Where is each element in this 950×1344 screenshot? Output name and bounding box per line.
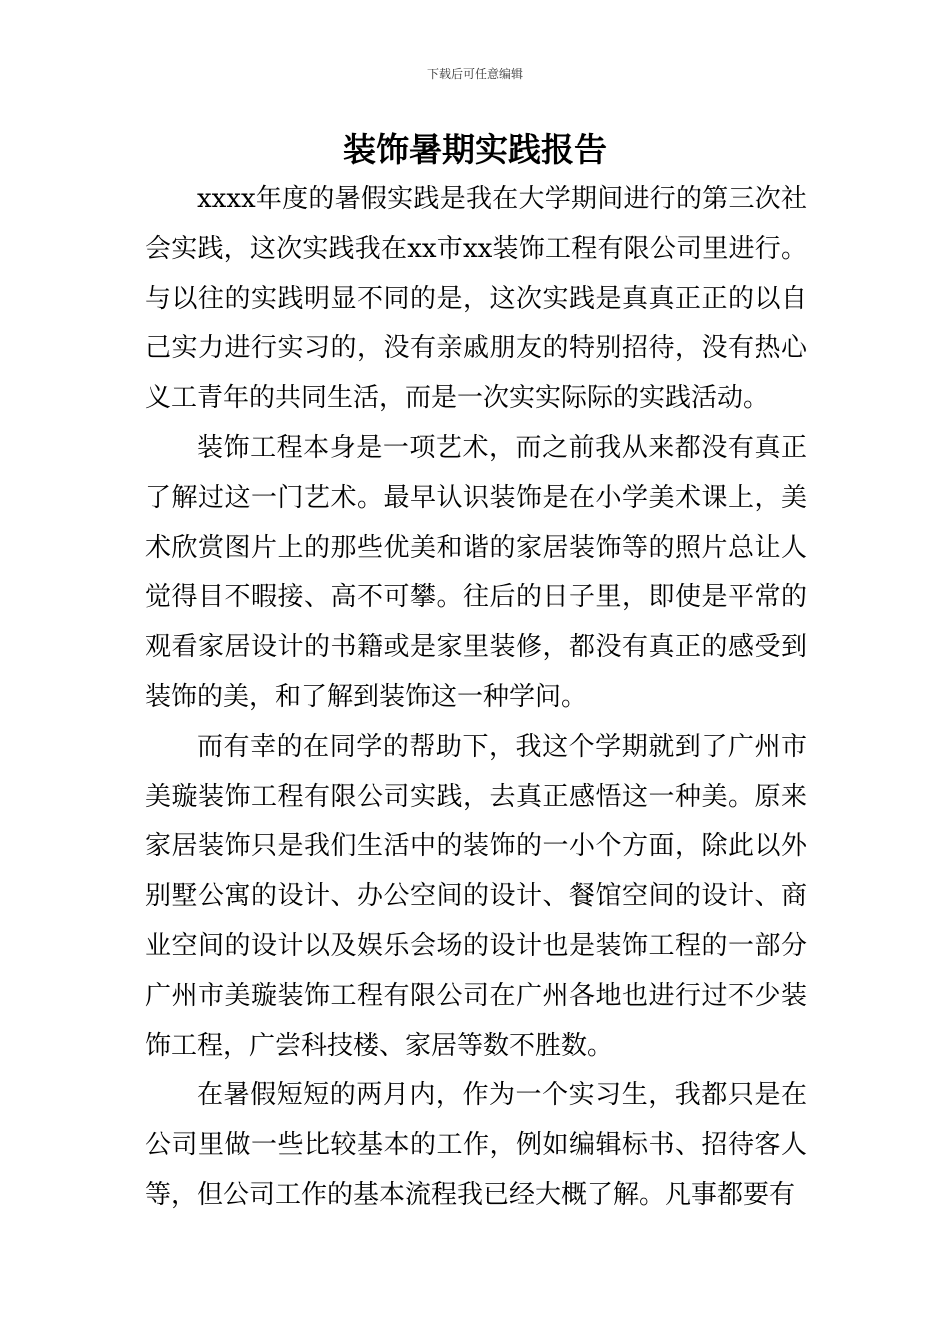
paragraph-1: xxxx年度的暑假实践是我在大学期间进行的第三次社会实践，这次实践我在xx市xx装饰工程有限公司里进行。与以往的实践明显不同的是，这次实践是真真正正的以自己实力进行实习的，没有亲戚朋友的特别招待，没有热心义工青年的共同生活，而是一次实实际际的实践活动。 xyxy=(145,184,807,414)
document-body xyxy=(145,175,807,1221)
document-title: 装饰暑期实践报告 xyxy=(343,130,607,169)
header-note: 下载后可任意编辑 xyxy=(426,67,523,81)
paragraph-2: 装饰工程本身是一项艺术，而之前我从来都没有真正了解过这一门艺术。最早认识装饰是在小学美术课上，美术欣赏图片上的那些优美和谐的家居装饰等的照片总让人觉得目不暇接、高不可攀。往后的日子里，即使是平常的观看家居设计的书籍或是家里装修，都没有真正的感受到装饰的美，和了解到装饰这一种学问。 xyxy=(145,432,807,712)
paragraph-4: 在暑假短短的两月内，作为一个实习生，我都只是在公司里做一些比较基本的工作，例如编辑标书、招待客人等，但公司工作的基本流程我已经大概了解。凡事都要有 xyxy=(145,1080,807,1210)
paragraph-3: 而有幸的在同学的帮助下，我这个学期就到了广州市美璇装饰工程有限公司实践，去真正感悟这一种美。原来家居装饰只是我们生活中的装饰的一小个方面，除此以外别墅公寓的设计、办公空间的设计、餐馆空间的设计、商业空间的设计以及娱乐会场的设计也是装饰工程的一部分广州市美璇装饰工程有限公司在广州各地也进行过不少装饰工程，广尝科技楼、家居等数不胜数。 xyxy=(145,731,807,1061)
